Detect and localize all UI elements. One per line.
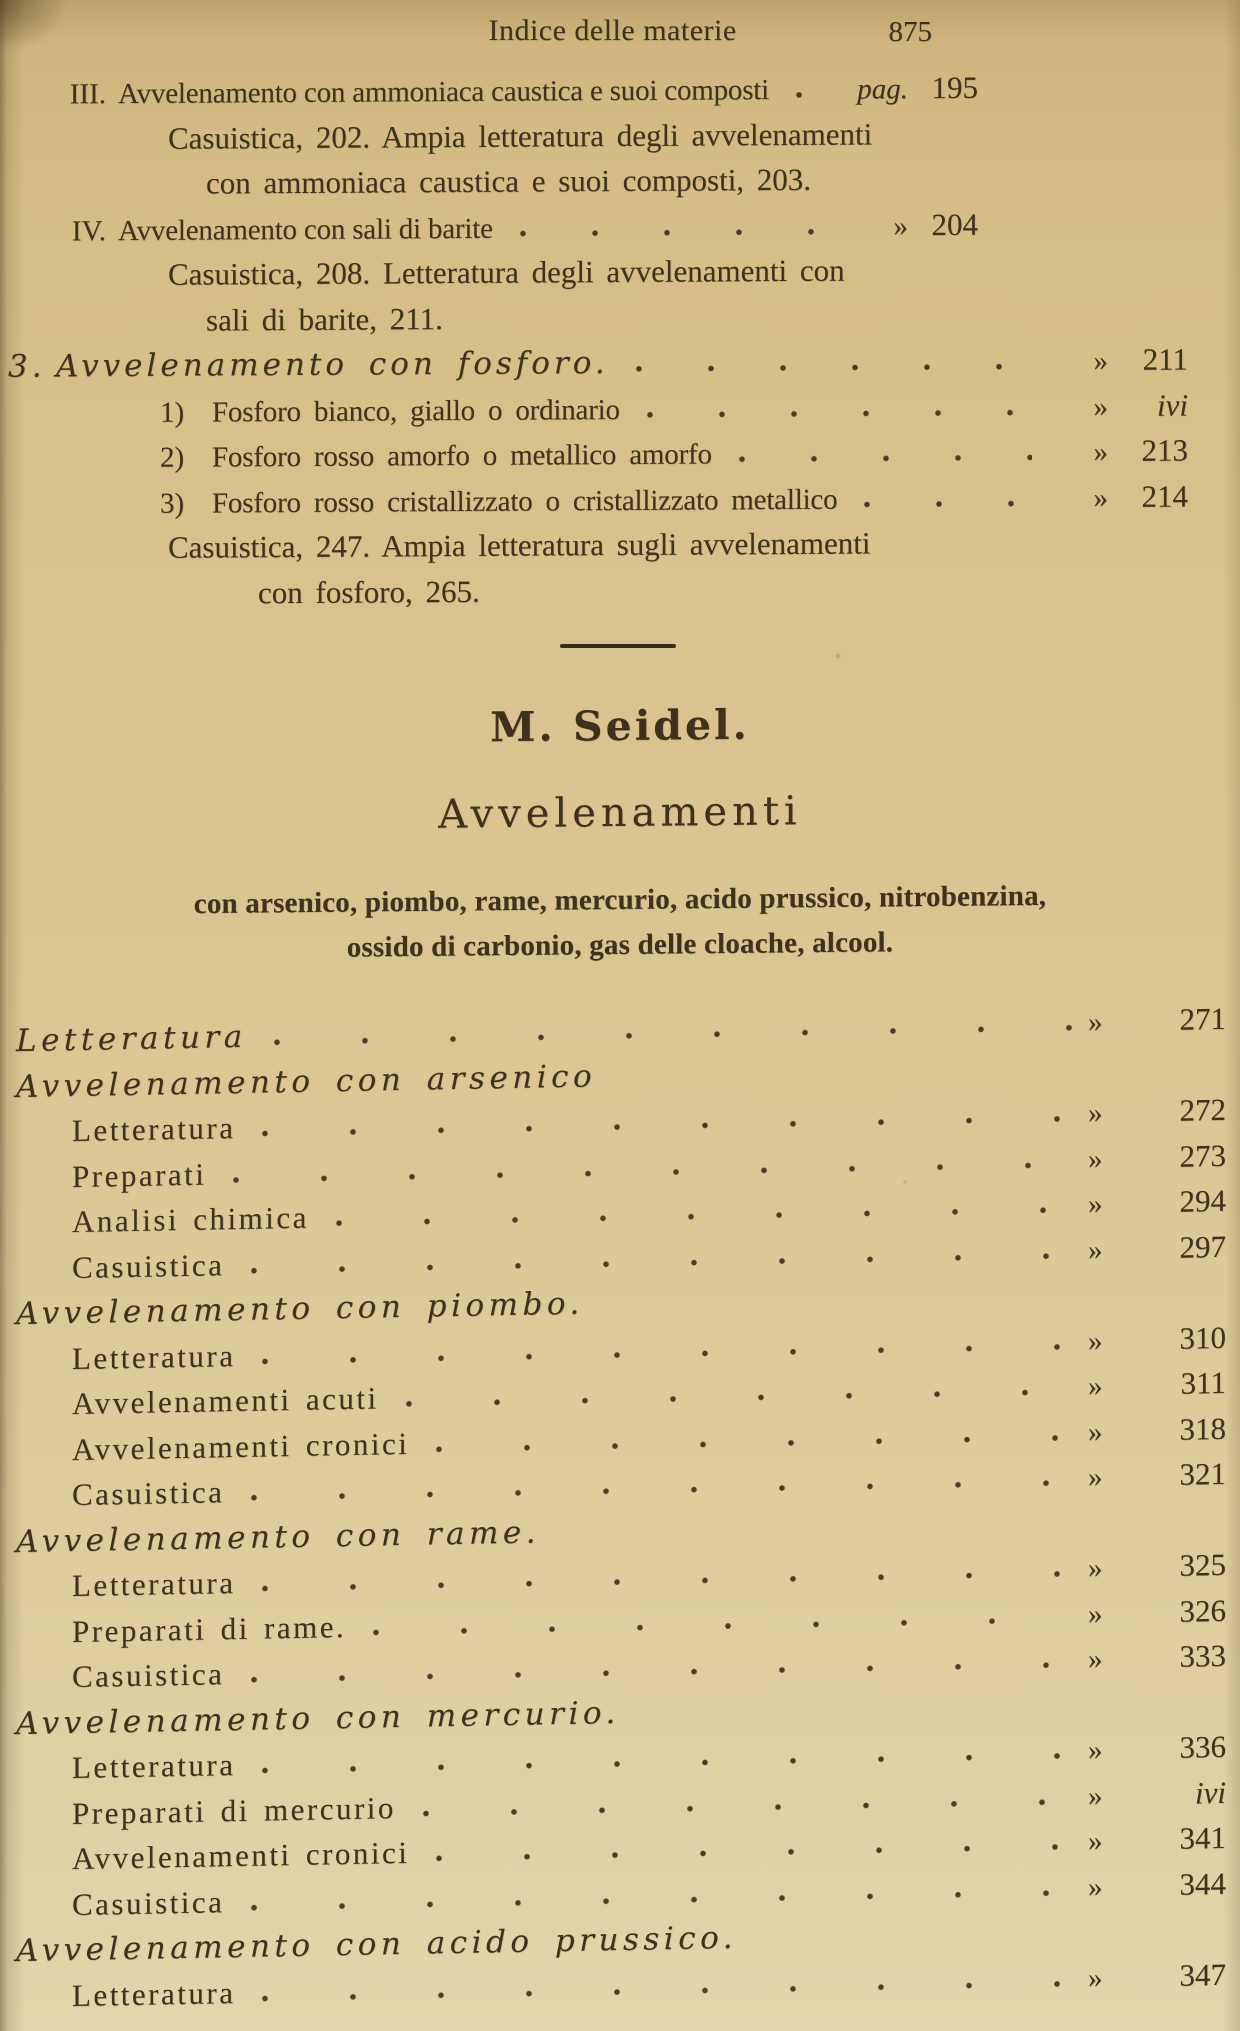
- entry-prefix: 1): [160, 396, 185, 429]
- entry-label: Letteratura: [16, 1018, 247, 1060]
- dot-leader: [261, 1115, 1072, 1138]
- page-ref-mark: »: [1088, 1643, 1103, 1676]
- page-ref-number: 325: [1179, 1546, 1226, 1583]
- section-subtitle-line1: con arsenico, piombo, rame, mercurio, acido prussico, nitrobenzina,: [193, 879, 1047, 921]
- page-ref: [1088, 1319, 1226, 1358]
- page-ref: [1088, 1774, 1226, 1813]
- toc-note-row: [0, 114, 1240, 167]
- entry-label: Preparati di rame.: [72, 1608, 347, 1649]
- entry-label: Casuistica, 202. Ampia letteratura degli avvelenamenti: [168, 115, 873, 156]
- toc-note-row: [0, 569, 1240, 622]
- dot-leader: [646, 408, 1032, 418]
- toc-entry-row: [0, 68, 1240, 121]
- entry-label: Letteratura: [72, 1337, 236, 1376]
- dot-leader: [261, 1979, 1072, 2002]
- page-ref-number: 318: [1179, 1410, 1226, 1447]
- page-ref-number: 294: [1179, 1182, 1226, 1219]
- page-ref-mark: »: [1088, 1324, 1103, 1357]
- page-ref: [1088, 1092, 1226, 1131]
- toc-note-row: [0, 159, 1240, 212]
- dot-leader: [795, 91, 814, 99]
- page-ref-mark: »: [1088, 1233, 1103, 1266]
- page-ref-number: 211: [1142, 341, 1188, 377]
- page-ref-number: 333: [1179, 1637, 1226, 1674]
- page-ref-number: ivi: [1195, 1774, 1226, 1810]
- dot-leader: [435, 1843, 1072, 1863]
- page-ref-number: 321: [1179, 1455, 1226, 1492]
- entry-label: con ammoniaca caustica e suoi composti, 203.: [206, 161, 812, 201]
- dot-leader: [261, 1570, 1072, 1593]
- page-ref-number: 311: [1180, 1364, 1226, 1401]
- page-ref-mark: »: [1088, 1597, 1103, 1630]
- entry-label: Preparati di mercurio: [72, 1789, 396, 1831]
- page-ref-mark: »: [1088, 1779, 1103, 1812]
- entry-label: Avvelenamento con arsenico: [16, 1057, 597, 1105]
- dot-leader: [405, 1388, 1072, 1408]
- toc-note-row: [0, 250, 1240, 303]
- page-ref-mark: »: [1088, 1097, 1103, 1130]
- dot-leader: [335, 1206, 1072, 1228]
- page-ref: [1088, 1410, 1226, 1449]
- author-heading: M. Seidel.: [490, 700, 750, 752]
- entry-label: Casuistica: [72, 1883, 225, 1922]
- entry-label: Casuistica, 247. Ampia letteratura sugli avvelenamenti: [168, 525, 871, 565]
- entry-label: Avvelenamento con rame.: [16, 1513, 541, 1560]
- dot-leader: [261, 1752, 1072, 1775]
- dot-leader: [863, 499, 1032, 508]
- entry-prefix: 2): [160, 441, 185, 474]
- entry-label: Avvelenamento con sali di barite: [118, 212, 493, 247]
- page-ref: [1088, 1638, 1226, 1677]
- running-header-title: Indice delle materie: [488, 14, 737, 47]
- page-ref-mark: »: [1093, 436, 1108, 469]
- page-ref: [1088, 1956, 1226, 1995]
- running-head: [0, 0, 1240, 66]
- toc-entry-row: [0, 387, 1240, 440]
- toc-top-section: [0, 68, 1240, 622]
- entry-label: Avvelenamento con acido prussico.: [16, 1919, 738, 1970]
- page-ref-mark: »: [1088, 1461, 1103, 1494]
- page-ref: [1048, 433, 1188, 470]
- page-ref-mark: »: [1088, 1415, 1103, 1448]
- page-ref-number: ivi: [1157, 387, 1188, 423]
- page-ref-number: 336: [1179, 1728, 1226, 1765]
- page-ref: [1088, 1865, 1226, 1904]
- page-ref-number: 344: [1179, 1865, 1226, 1902]
- page-ref-number: 341: [1179, 1819, 1226, 1856]
- section-heading-block: [0, 696, 1240, 974]
- dot-leader: [422, 1797, 1072, 1817]
- section-subtitle: [0, 872, 1240, 974]
- dot-leader: [250, 1888, 1072, 1911]
- page-ref: [1088, 1592, 1226, 1631]
- entry-prefix: 3.: [8, 348, 46, 385]
- entry-label: Letteratura: [72, 1110, 236, 1149]
- entry-label: Casuistica: [72, 1246, 225, 1285]
- entry-label: Avvelenamento con mercurio.: [16, 1694, 620, 1742]
- toc-note-row: [0, 523, 1240, 576]
- section-subtitle-line2: ossido di carbonio, gas delle cloache, alcool.: [346, 926, 894, 964]
- toc-note-row: [0, 296, 1240, 349]
- page-ref-mark: »: [1088, 1961, 1103, 1994]
- dot-leader: [250, 1661, 1072, 1684]
- toc-entry-row: [0, 478, 1240, 531]
- entry-label: Avvelenamento con ammoniaca caustica e suoi composti: [118, 74, 770, 111]
- page-ref-mark: »: [1088, 1734, 1103, 1767]
- entry-label: Fosforo rosso amorfo o metallico amorfo: [212, 438, 712, 474]
- entry-label: Avvelenamento con piombo.: [16, 1285, 584, 1333]
- entry-label: Avvelenamenti cronici: [72, 1834, 410, 1877]
- entry-label: sali di barite, 211.: [206, 300, 443, 338]
- entry-label: Analisi chimica: [72, 1199, 309, 1240]
- toc-entry-row: [0, 432, 1240, 485]
- dot-leader: [519, 227, 814, 237]
- entry-label: Letteratura: [72, 1565, 236, 1604]
- page-ref: [1048, 342, 1188, 379]
- toc-lower-section: [0, 1001, 1240, 2025]
- page-ref: [1088, 1365, 1226, 1404]
- entry-label: Letteratura: [72, 1747, 236, 1786]
- toc-entry-row: [0, 341, 1240, 394]
- page-ref-mark: »: [1093, 390, 1108, 423]
- dot-leader: [372, 1615, 1072, 1636]
- page-ref: [1088, 1456, 1226, 1495]
- page-ref-mark: »: [1088, 1006, 1103, 1039]
- page-ref-number: 213: [1141, 432, 1188, 468]
- entry-prefix: III.: [69, 78, 106, 111]
- folio-page-number: 875: [888, 16, 932, 48]
- page-ref-number: 297: [1179, 1228, 1226, 1265]
- page-ref-number: 310: [1179, 1319, 1226, 1356]
- dot-leader: [250, 1251, 1072, 1274]
- page-ref: [1088, 1137, 1226, 1176]
- page-ref: [1088, 1183, 1226, 1222]
- dot-leader: [232, 1160, 1072, 1183]
- page-ref-mark: »: [1088, 1825, 1103, 1858]
- entry-label: Casuistica: [72, 1656, 225, 1695]
- page-ref-number: 271: [1179, 1000, 1226, 1037]
- page-ref-number: 347: [1179, 1956, 1226, 1993]
- page-ref-mark: »: [1088, 1142, 1103, 1175]
- page-ref: [1088, 1547, 1226, 1586]
- entry-label: Avvelenamento con fosforo.: [56, 345, 609, 385]
- page-ref-mark: »: [1088, 1370, 1103, 1403]
- page-ref: [1048, 387, 1188, 424]
- page-ref-mark: »: [893, 209, 908, 242]
- dot-leader: [250, 1479, 1072, 1502]
- page-ref-number: 272: [1179, 1091, 1226, 1128]
- page-ref: [830, 70, 978, 107]
- page-ref-number: 326: [1179, 1592, 1226, 1629]
- entry-label: Casuistica: [72, 1474, 225, 1513]
- entry-label: Casuistica, 208. Letteratura degli avvelenamenti con: [168, 252, 845, 292]
- page-ref-mark: pag.: [857, 73, 908, 106]
- entry-label: Avvelenamenti acuti: [72, 1380, 379, 1422]
- page-ref-mark: »: [1088, 1552, 1103, 1585]
- page-ref-number: 214: [1141, 478, 1188, 514]
- page-ref: [1088, 1820, 1226, 1859]
- section-title: Avvelenamenti: [438, 788, 802, 838]
- page-ref-number: 195: [931, 69, 978, 106]
- entry-label: Fosforo bianco, giallo o ordinario: [212, 393, 620, 428]
- dot-leader: [435, 1433, 1072, 1453]
- entry-label: con fosforo, 265.: [258, 573, 480, 610]
- toc-entry-row: [0, 205, 1240, 258]
- entry-label: Avvelenamenti cronici: [72, 1425, 410, 1467]
- dot-leader: [273, 1024, 1072, 1047]
- dot-leader: [635, 362, 1032, 372]
- entry-label: Letteratura: [72, 1974, 236, 2013]
- page-ref: [830, 206, 978, 243]
- page-ref: [1088, 1729, 1226, 1768]
- page-ref: [1088, 1001, 1226, 1040]
- section-divider-rule: [560, 644, 676, 648]
- page-ref-number: 273: [1179, 1137, 1226, 1174]
- entry-prefix: IV.: [71, 214, 106, 247]
- entry-prefix: 3): [160, 487, 185, 520]
- page-ref: [1048, 478, 1188, 515]
- page-ref-mark: »: [1088, 1188, 1103, 1221]
- entry-label: Fosforo rosso cristallizzato o cristallizzato metallico: [212, 483, 838, 519]
- dot-leader: [738, 453, 1032, 463]
- entry-label: Preparati: [72, 1156, 207, 1194]
- page-ref-number: 204: [931, 206, 978, 242]
- page-ref-mark: »: [1093, 481, 1108, 514]
- page-ref: [1088, 1228, 1226, 1267]
- page-ref-mark: »: [1088, 1870, 1103, 1903]
- page-ref-mark: »: [1093, 345, 1108, 378]
- dot-leader: [261, 1342, 1072, 1365]
